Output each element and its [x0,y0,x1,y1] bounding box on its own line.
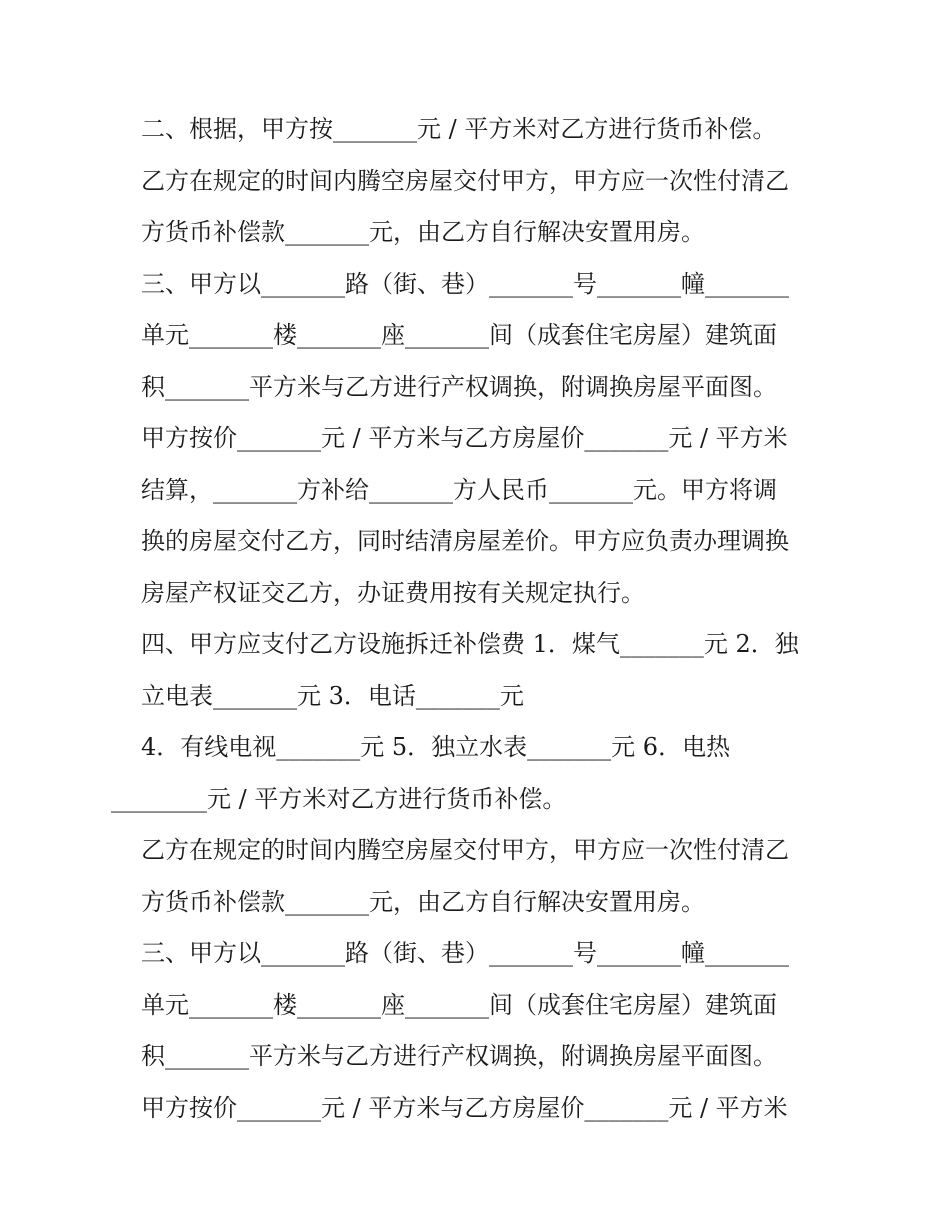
text-line-8: 结算，_______方补给_______方人民币_______元。甲方将调 [141,476,777,504]
text-line-10: 房屋产权证交乙方，办证费用按有关规定执行。 [141,579,645,607]
text-line-14: ________元 / 平方米对乙方进行货币补偿。 [111,785,567,813]
text-line-3: 方货币补偿款_______元，由乙方自行解决安置用房。 [141,218,705,246]
text-line-2: 乙方在规定的时间内腾空房屋交付甲方，甲方应一次性付清乙 [141,167,789,195]
text-line-13: 4．有线电视_______元 5．独立水表_______元 6．电热 [141,733,731,761]
text-line-5: 单元_______楼_______座_______间（成套住宅房屋）建筑面 [141,321,777,349]
text-line-9: 换的房屋交付乙方，同时结清房屋差价。甲方应负责办理调换 [141,527,789,555]
text-line-12: 立电表_______元 3．电话_______元 [141,682,524,710]
text-line-1: 二、根据，甲方按_______元 / 平方米对乙方进行货币补偿。 [141,115,777,143]
text-line-6: 积_______平方米与乙方进行产权调换，附调换房屋平面图。 [141,373,777,401]
text-line-7: 甲方按价_______元 / 平方米与乙方房屋价_______元 / 平方米 [141,424,788,452]
text-line-20: 甲方按价_______元 / 平方米与乙方房屋价_______元 / 平方米 [141,1094,788,1122]
text-line-16: 方货币补偿款_______元，由乙方自行解决安置用房。 [141,888,705,916]
text-line-4: 三、甲方以_______路（街、巷）_______号_______幢_______ [141,270,789,298]
text-line-17: 三、甲方以_______路（街、巷）_______号_______幢_______ [141,939,789,967]
text-line-11: 四、甲方应支付乙方设施拆迁补偿费 1．煤气_______元 2．独 [141,630,799,658]
text-line-18: 单元_______楼_______座_______间（成套住宅房屋）建筑面 [141,991,777,1019]
text-line-19: 积_______平方米与乙方进行产权调换，附调换房屋平面图。 [141,1042,777,1070]
text-line-15: 乙方在规定的时间内腾空房屋交付甲方，甲方应一次性付清乙 [141,836,789,864]
